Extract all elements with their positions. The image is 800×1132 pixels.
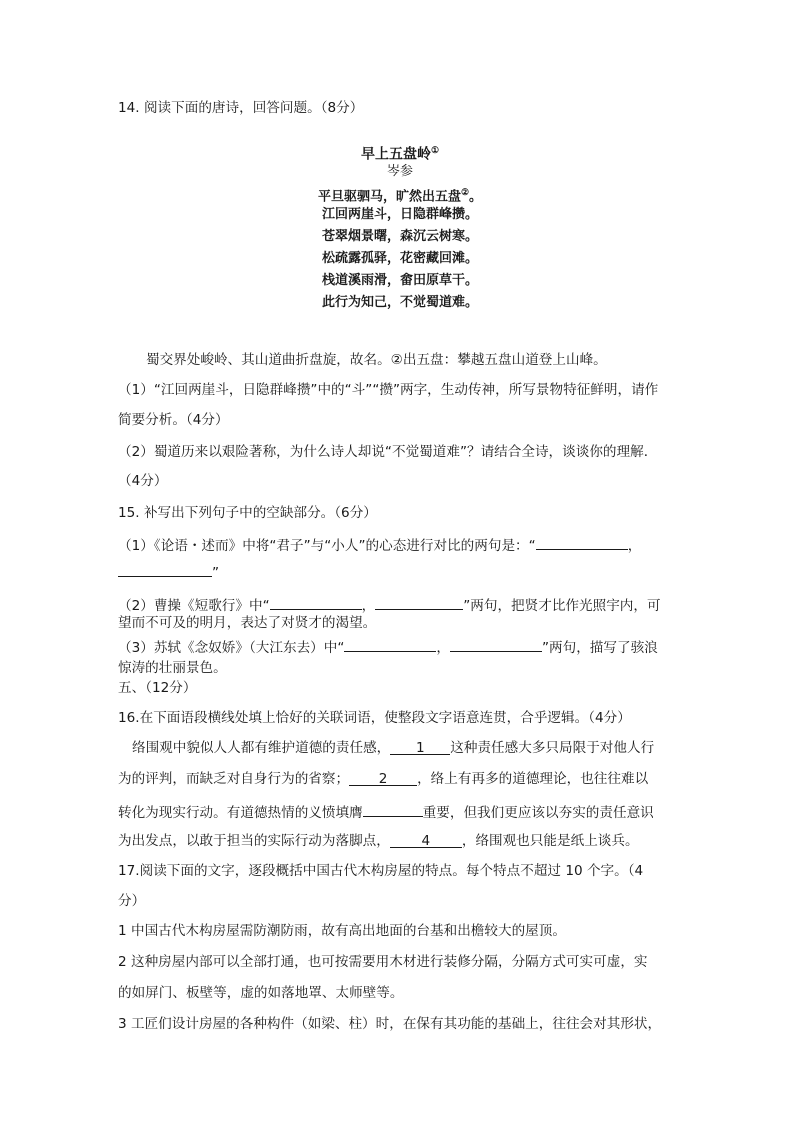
q17-paragraph-2-line2: 的如屏门、板壁等，虚的如落地罩、太师壁等。 xyxy=(118,985,404,1001)
q16-passage-line4: 为出发点，以敢于担当的实际行动为落脚点， 4 ，络围观也只能是纸上谈兵。 xyxy=(118,833,639,849)
q15-sub2-line2: 望而不可及的明月，表达了对贤才的渴望。 xyxy=(118,615,377,631)
q17-paragraph-1: 1 中国古代木构房屋需防潮防雨，故有高出地面的台基和出檐较大的屋顶。 xyxy=(118,923,566,939)
answer-blank-3[interactable] xyxy=(363,801,423,817)
q14-sub2-line2: （4分） xyxy=(118,473,168,489)
q16-passage-line3: 转化为现实行动。有道德热情的义愤填膺 重要，但我们更应该以夯实的责任意识 xyxy=(118,801,654,822)
q15-sub3-line1: （3）苏轼《念奴娇》（大江东去）中“ ， ”两句，描写了骇浪 xyxy=(118,636,658,657)
q17-stem-line2: 分） xyxy=(118,893,146,909)
answer-blank[interactable] xyxy=(344,636,436,652)
answer-blank-4[interactable]: 4 xyxy=(390,832,462,848)
poem-line-2: 江回两崖斗，日隐群峰攒。 xyxy=(321,207,478,222)
answer-blank[interactable] xyxy=(450,636,542,652)
q14-sub1-line1: （1）“江回两崖斗，日隐群峰攒”中的“斗”“攒”两字，生动传神，所写景物特征鲜明，请作 xyxy=(118,382,659,398)
answer-blank[interactable] xyxy=(536,534,628,550)
poem-footnote: 蜀交界处峻岭、其山道曲折盘旋，故名。②出五盘：攀越五盘山道登上山峰。 xyxy=(146,352,607,368)
poem-line-6: 此行为知己，不觉蜀道难。 xyxy=(321,295,478,310)
q17-paragraph-2-line1: 2 这种房屋内部可以全部打通，也可按需要用木材进行装修分隔，分隔方式可实可虚，实 xyxy=(118,954,648,970)
poem-line-footnote-mark: ② xyxy=(460,188,470,198)
poem-title-footnote-mark: ① xyxy=(430,146,440,156)
q15-stem: 15. 补写出下列句子中的空缺部分。（6分） xyxy=(118,505,377,521)
answer-blank[interactable] xyxy=(375,594,463,610)
q16-passage-line2: 为的评判，而缺乏对自身行为的省察； 2 ，络上有再多的道德理论，也往往难以 xyxy=(118,771,649,787)
q17-paragraph-3: 3 工匠们设计房屋的各种构件（如梁、柱）时，在保有其功能的基础上，往往会对其形状， xyxy=(118,1016,662,1032)
q15-sub1-line1: （1）《论语・述而》中将“君子”与“小人”的心态进行对比的两句是：“ ， xyxy=(118,534,641,555)
q16-stem: 16.在下面语段横线处填上恰好的关联词语，使整段文字语意连贯，合乎逻辑。（4分） xyxy=(118,710,631,726)
q15-sub1-line2: ” xyxy=(118,561,219,582)
poem-title: 早上五盘岭① xyxy=(360,146,440,163)
poem-line-3: 苍翠烟景曙，森沉云树寒。 xyxy=(321,229,478,244)
poem-line-1: 平旦驱驷马，旷然出五盘②。 xyxy=(317,188,483,205)
answer-blank-2[interactable]: 2 xyxy=(349,770,417,786)
q14-sub1-line2: 简要分析。（4分） xyxy=(118,412,229,428)
section-heading: 五、（12分） xyxy=(118,680,197,696)
q16-passage-line1: 络围观中貌似人人都有维护道德的责任感， 1 这种责任感大多只局限于对他人行 xyxy=(132,740,655,756)
q17-stem-line1: 17.阅读下面的文字，逐段概括中国古代木构房屋的特点。每个特点不超过 10 个字。（4 xyxy=(118,863,644,879)
q15-sub3-line2: 惊涛的壮丽景色。 xyxy=(118,660,227,676)
poem-author: 岑参 xyxy=(386,164,413,179)
poem-line-4: 松疏露孤驿，花密藏回滩。 xyxy=(321,251,478,266)
q14-stem: 14. 阅读下面的唐诗，回答问题。（8分） xyxy=(118,100,364,116)
answer-blank[interactable] xyxy=(270,594,362,610)
q15-sub2-line1: （2）曹操《短歌行》中“ ， ”两句，把贤才比作光照宇内，可 xyxy=(118,594,661,615)
q14-sub2-line1: （2）蜀道历来以艰险著称，为什么诗人却说“不觉蜀道难”？请结合全诗，谈谈你的理解． xyxy=(118,444,658,460)
answer-blank[interactable] xyxy=(118,561,212,577)
answer-blank-1[interactable]: 1 xyxy=(390,739,450,755)
poem-line-5: 栈道溪雨滑，畲田原草干。 xyxy=(321,273,478,288)
